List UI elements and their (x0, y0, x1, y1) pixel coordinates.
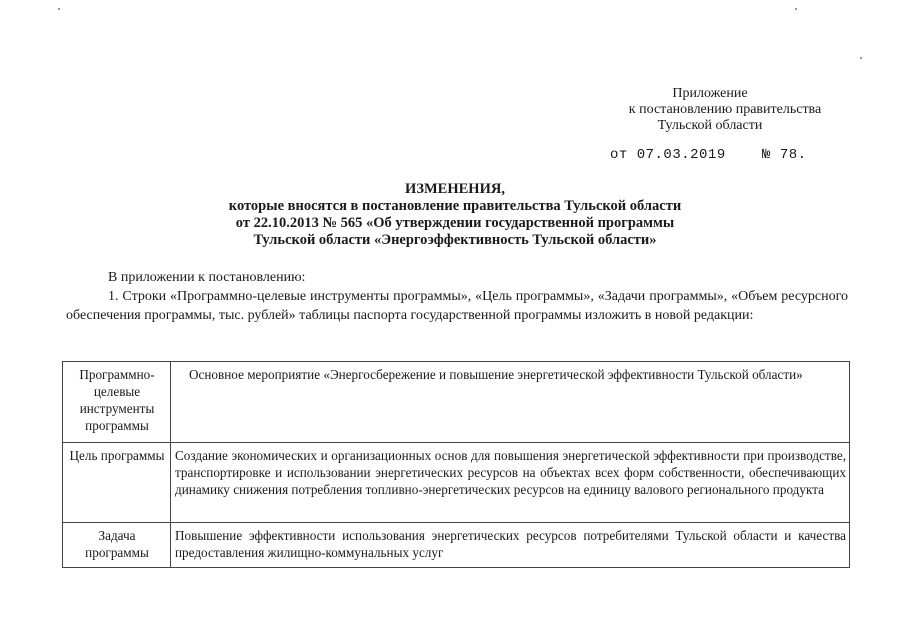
scan-artifact (58, 8, 60, 10)
document-number-group (762, 147, 807, 163)
date-prefix: от (610, 147, 628, 163)
document-date-line (610, 147, 807, 163)
table-row (63, 443, 850, 523)
heading-line: которые вносятся в постановление правительства Тульской области (228, 198, 682, 214)
document-body (66, 268, 848, 325)
table-row-value: Повышение эффективности использования энергетических ресурсов потребителями Тульской области и качества предоставления жилищно-коммунальных услуг (171, 523, 850, 568)
body-paragraph: В приложении к постановлению: (108, 270, 306, 285)
body-paragraph: 1. Строки «Программно-целевые инструменты программы», «Цель программы», «Задачи программы», «Объем ресурсного обеспечения программы, тыс. рублей» таблицы паспорта государственной программы изложить в новой редакции: (66, 289, 848, 323)
appendix-region: Тульской области (657, 118, 763, 133)
document-date: 07.03.2019 (636, 147, 726, 163)
passport-table (62, 361, 850, 568)
table-row-label: Цель программы (63, 443, 171, 523)
table-row (63, 362, 850, 443)
heading-line: Тульской области «Энергоэффективность Тульской области» (253, 232, 657, 248)
appendix-title: Приложение (672, 86, 748, 101)
table-row (63, 523, 850, 568)
scan-artifact (860, 57, 862, 59)
appendix-header (560, 86, 860, 134)
number-label: № (762, 147, 771, 163)
heading-line: от 22.10.2013 № 565 «Об утверждении государственной программы (235, 215, 675, 231)
appendix-reference: к постановлению правительства (628, 102, 822, 117)
document-heading (150, 181, 760, 249)
table-row-value: Создание экономических и организационных основ для повышения энергетической эффективности при производстве, транспортировке и использовании энергетических ресурсов на объектах всех форм собственности, обеспечивающих динамику снижения потребления топливно-энергетических ресурсов на единицу валового регионального продукта (171, 443, 850, 523)
table-row-label: Программно-целевые инструменты программы (63, 362, 171, 443)
document-number: 78. (779, 147, 807, 163)
heading-title: ИЗМЕНЕНИЯ, (405, 181, 505, 197)
scan-artifact (795, 8, 797, 10)
table-row-label: Задача программы (63, 523, 171, 568)
table-row-value: Основное мероприятие «Энергосбережение и повышение энергетической эффективности Тульской области» (171, 362, 850, 443)
